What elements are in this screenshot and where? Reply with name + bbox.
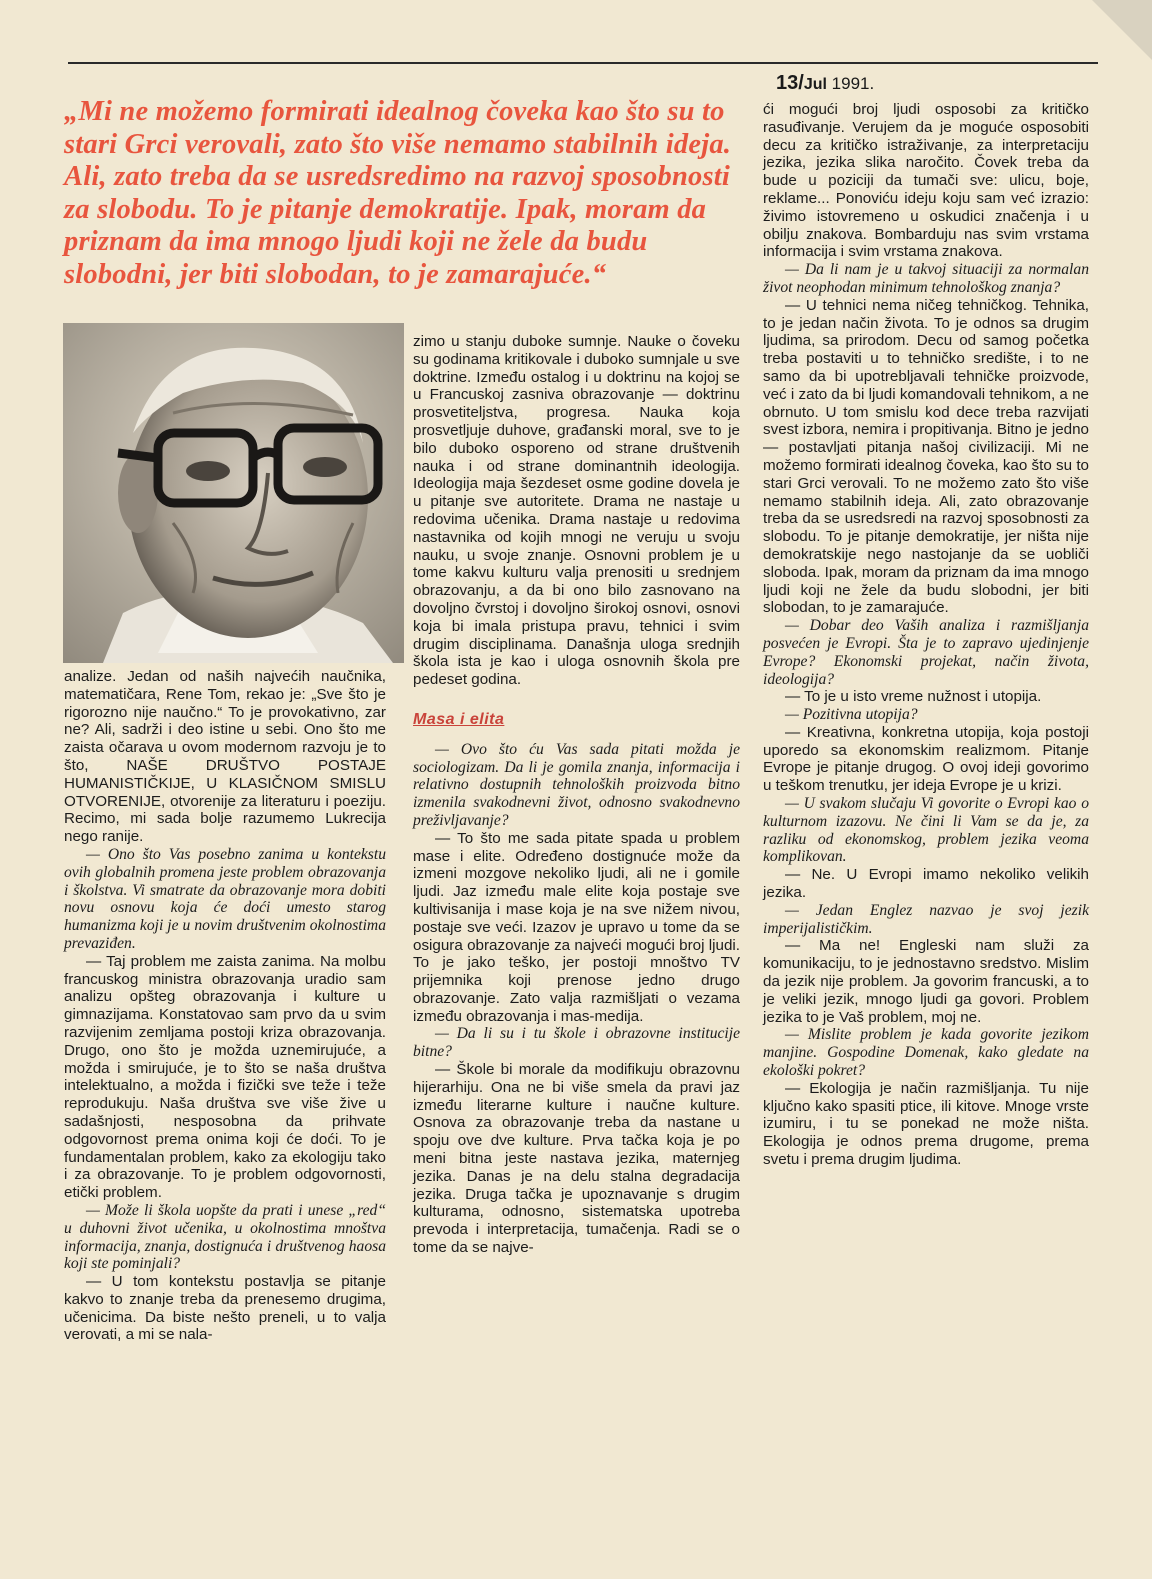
question: — Dobar deo Vaših analiza i razmišljanja posvećen je Evropi. Šta je to zapravo ujedinjenje Evrope? Ekonomski projekat, način života, ideologija? <box>763 617 1089 688</box>
question: — Mislite problem je kada govorite jezikom manjine. Gospodine Domenak, kako gledate na ekološki pokret? <box>763 1026 1089 1080</box>
question: — Može li škola uopšte da prati i unese „red“ u duhovni život učenika, u okolnostima mnoštva informacija, znanja, dostignuća i društvenog haosa koji ste pominjali? <box>64 1201 386 1273</box>
answer: — Kreativna, konkretna utopija, koja postoji uporedo sa ekonomskim realizmom. Pitanje Evrope je pitanje drugog. O ovoj ideji govorimo u teškom trenutku, jer ideja Evrope je u krizi. <box>763 723 1089 795</box>
column-2 <box>413 333 740 1257</box>
pull-quote: „Mi ne možemo formirati idealnog čoveka kao što su to stari Grci verovali, zato što više nemamo stabilnih ideja. Ali, zato treba da se usredsredimo na razvoj sposobnosti za slobodu. To je pitanje demokratije. Ipak, moram da priznam da ima mnogo ljudi koji ne žele da budu slobodni, jer biti slobodan, to je zamarajuće.“ <box>64 96 732 290</box>
answer: — To je u isto vreme nužnost i utopija. <box>785 688 1042 706</box>
paragraph: zimo u stanju duboke sumnje. Nauke o čoveku su godinama kritikovale i duboko sumnjale u sve doktrine. Između ostalog i u doktrinu na kojoj se u Francuskoj zasniva obrazovanje — doktrinu prosvetiteljstva, progresa. Nauka koja prosvetljuje duhove, građanski moral, sve to je bilo duboko osporeno od strane društvenih nauka i od strane dominantnih ideologija. Ideologija maja šezdeset osme godine dovela je u pitanje sve autoritete. Drama ne nastaje u redovima učenika. Drama nastaje u redovima nastavnika od kojih mnogi ne veruju u svoju nauku, u svoje znanje. Osnovni problem je u tome kakvu kulturu valja prenositi u srednjem obrazovanju, a da bi ono bilo zasnovano na dovoljno čvrstoj i dovoljno širokoj osnovi, osnovi koja bi imala pristupa pravu, tehnici i svim drugim disciplinama. Današnja uloga srednjih škola ista je kao i uloga osnovnih škola pre pedeset godina. <box>413 333 740 689</box>
question: — Ono što Vas posebno zanima u kontekstu ovih globalnih promena jeste problem obrazovanja i školstva. Vi smatrate da obrazovanje mora dobiti novu osnovu koja će doći umesto starog humanizma koji je u novim društvenim okolnostima prevaziđen. <box>64 845 386 952</box>
page-fold-corner <box>1092 0 1152 60</box>
question: — Da li nam je u takvoj situaciji za normalan život neophodan minimum tehnološkog znanja? <box>763 261 1089 296</box>
header-rule <box>68 62 1098 64</box>
portrait-photo <box>63 323 404 663</box>
answer: — Taj problem me zaista zanima. Na molbu francuskog ministra obrazovanja uradio sam analizu opšteg obrazovanja i kulture u gimnazijama. Konstatovao sam prvo da u svim razvijenim zemljama postoji kriza obrazovanja. Drugo, ono što je možda uznemirujuće, a možda i smirujuće, je to što se naša društva intelektualno, a možda i fizički sve teže i teže reprodukuju. Naša društva sve više žive u sadašnjosti, nesposobna da prihvate odgovornost prema onima koji će doći. To je fundamentalan problem, kako za ekologiju tako i za obrazovanje. To je problem odgovornosti, etički problem. <box>64 952 386 1202</box>
answer: — U tom kontekstu postavlja se pitanje kakvo to znanje treba da prenesemo drugima, učenicima. Da biste nešto preneli, u to valja verovati, a mi se nala- <box>64 1273 386 1344</box>
answer: — Ekologija je način razmišljanja. Tu nije ključno kako spasiti ptice, ili kitove. Mnoge vrste izumiru, i tu se ponekad ne može ništa. Ekologija je odnos prema drugome, prema svetu i prema drugim ljudima. <box>763 1079 1089 1169</box>
answer: — Ma ne! Engleski nam služi za komunikaciju, to je jednostavno sredstvo. Mislim da jezik nije problem. Ja govorim francuski, a to je veliki jezik, mnogo ljudi ga govori. Problem jezika to je Vaš problem, moj ne. <box>763 937 1089 1026</box>
portrait-illustration <box>63 323 404 663</box>
paragraph: analize. Jedan od naših najvećih naučnika, matematičara, Rene Tom, rekao je: „Sve što je rigorozno nije naučno.“ To je provokativno, zar ne? Ali, sadrži i deo istine u sebi. Ono što me zaista očarava u ovom modernom razvoju je to što, NAŠE DRUŠTVO POSTAJE HUMANISTIČKIJE, U KLASIČNOM SMISLU OTVORENIJE, otvorenije za literaturu i poeziju. Recimo, mi sada bolje razumemo Lukrecija nego ranije. <box>64 668 386 846</box>
answer: — Ne. U Evropi imamo nekoliko velikih jezika. <box>763 866 1089 902</box>
question: — Pozitivna utopija? <box>785 706 918 724</box>
question: — Da li su i tu škole i obrazovne institucije bitne? <box>413 1025 740 1061</box>
date-month: Jul <box>803 76 827 93</box>
column-3 <box>763 101 1089 1169</box>
column-1 <box>64 668 386 1344</box>
date-year: 1991. <box>826 74 875 93</box>
paragraph: ći mogući broj ljudi osposobi za kritičko rasuđivanje. Verujem da je moguće osposobiti decu za kritičko istraživanje, za interpretaciju jezika, jezika slika naročito. Čovek treba da bude u poziciji da tumači sve: ulicu, boje, reklame... Ponoviću ideju koju sam već izrazio: živimo istovremeno u oskudici značenja i u obilju znakova. Bombarduju nas svim vrstama informacija i svim vrstama znakova. <box>763 101 1089 261</box>
question: — U svakom slučaju Vi govorite o Evropi kao o kulturnom izazovu. Ne čini li Vam se da je, za razliku od ekonomskog, problem jezika veoma komplikovan. <box>763 795 1089 866</box>
issue-date <box>776 72 874 95</box>
answer: — U tehnici nema ničeg tehničkog. Tehnika, to je jedan način života. To je odnos sa drugim ljudima, sa prirodom. Decu od samog početka treba postaviti u to tehničko središte, i to ne samo da bi upotrebljavali tehničke proizvode, već i zato da bi ljudi komandovali tehnikom, a ne obrnuto. U tom smislu kod dece treba razvijati svest izbora, nemira i propitivanja. Bitno je jedno — postavljati pitanja našoj civilizaciji. Mi ne možemo formirati idealnog čoveka, kao što su to stari Grci verovali. To ne možemo zato što više nemamo stabilnih ideja. Ali, zato obrazovanje treba da se usredsredi na razvoj sposobnosti za slobodu. To je pitanje demokratije, jer ništa nije demokratskije nego nastojanje da se uobliči sloboda. Ipak, moram da priznam da ima mnogo ljudi koji ne žele da budu slobodni, jer biti slobodan, to je zamarajuće. <box>763 296 1089 617</box>
section-heading: Masa i elita <box>413 710 505 728</box>
date-day: 13/ <box>776 72 804 94</box>
question: — Ovo što ću Vas sada pitati možda je sociologizam. Da li je gomila znanja, informacija i relativno dostupnih tehnoloških proizvoda bitno izmenila svakodnevni život, odnosno svakodnevno preživljavanje? <box>413 740 740 829</box>
question: — Jedan Englez nazvao je svoj jezik imperijalističkim. <box>763 901 1089 937</box>
answer: — To što me sada pitate spada u problem mase i elite. Određeno dostignuće može da izmeni mozgove nekoliko ljudi, ali ne i gomile ljudi. Jaz između male elite koja postaje sve kultivisanija i mase koja je na sve nižem nivou, postaje sve veći. Izazov je upravo u tome da se osigura obrazovanje za najveći mogući broj ljudi. To je jako teško, jer postoji mnoštvo TV prijemnika koji prenose jedno drugo obrazovanje. Zato valja razmišljati o vezama između obrazovanja i mas-medija. <box>413 829 740 1025</box>
answer: — Škole bi morale da modifikuju obrazovnu hijerarhiju. Ona ne bi više smela da pravi jaz između literarne kulture i naučne kulture. Osnova za obrazovanje treba da nastane u spoju ove dve kulture. Prva tačka koja je po meni bitna jeste nastava jezika, maternjeg jezika. Danas je na delu stalna degradacija jezika. Druga tačka je upoznavanje s drugim kulturama, odnosno, sistematska upotreba prevoda i interpretacija, tumačenja. Radi se o tome da se najve- <box>413 1061 740 1257</box>
